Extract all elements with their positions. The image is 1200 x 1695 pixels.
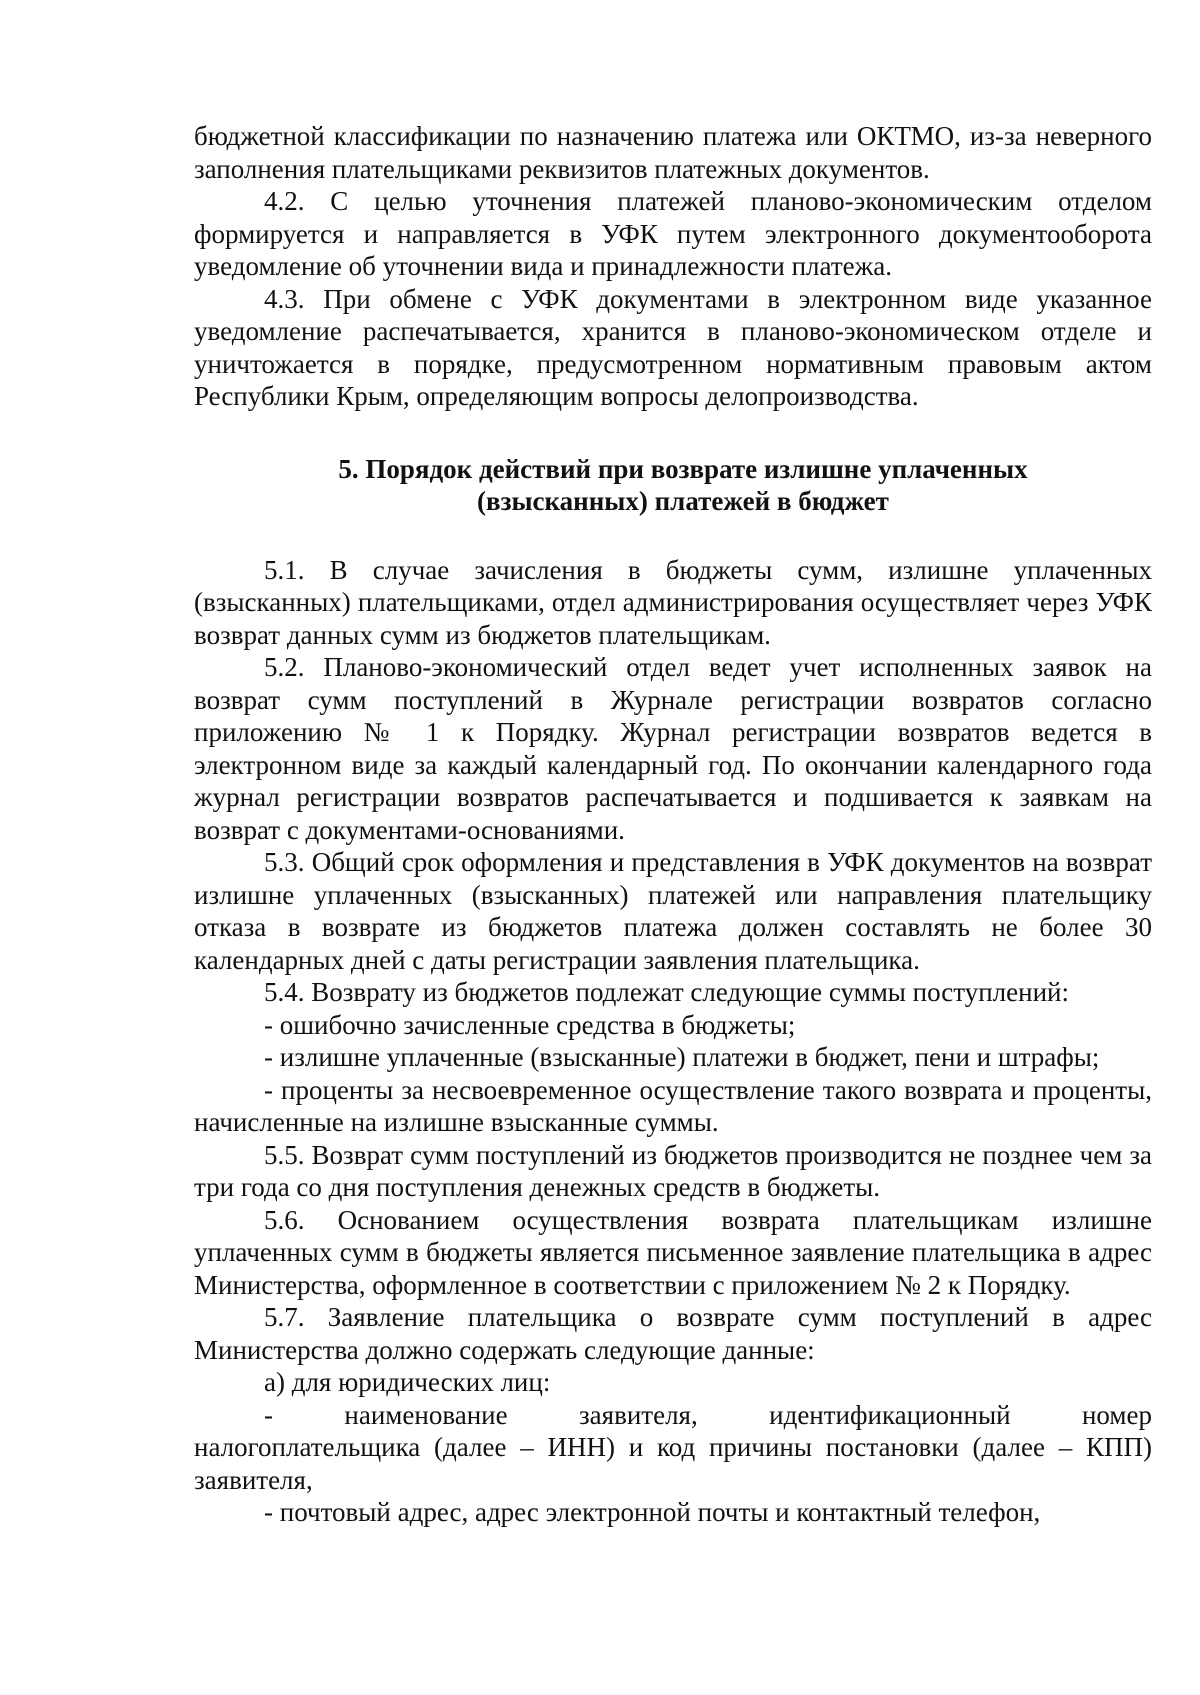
word: заявителя,: [579, 1399, 698, 1430]
paragraph: 4.3. При обмене с УФК документами в электронном виде указанное уведомление распечатывается, хранится в планово-экономическом отделе и уничтожается в порядке, предусмотренном нормативным правовым актом Республики Крым, определяющим вопросы делопроизводства.: [194, 283, 1152, 411]
list-item: - ошибочно зачисленные средства в бюджеты;: [264, 1009, 796, 1040]
word: номер: [1081, 1399, 1152, 1430]
paragraph: 5.3. Общий срок оформления и представления в УФК документов на возврат излишне уплаченных (взысканных) платежей или направления плательщику отказа в возврате из бюджетов платежа должен составлять не более 30 календарных дней с даты регистрации заявления плательщика.: [194, 847, 1152, 975]
paragraph: 4.2. С целью уточнения платежей планово-экономическим отделом формируется и направляется в УФК путем электронного документооборота уведомление об уточнении вида и принадлежности платежа.: [194, 186, 1152, 281]
paragraph: 5.2. Планово-экономический отдел ведет учет исполненных заявок на возврат сумм поступлений в Журнале регистрации возвратов согласно приложению № 1 к Порядку. Журнал регистрации возвратов ведется в электронном виде за каждый календарный год. По окончании календарного года журнал регистрации возвратов распечатывается и подшивается к заявкам на возврат с документами-основаниями.: [194, 652, 1152, 845]
paragraph: бюджетной классификации по назначению платежа или ОКТМО, из-за неверного заполнения плательщиками реквизитов платежных документов.: [194, 121, 1152, 184]
section-heading-line: 5. Порядок действий при возврате излишне уплаченных: [338, 453, 1028, 484]
word: -: [264, 1399, 273, 1430]
word: идентификационный: [769, 1399, 1011, 1430]
section-heading-line: (взысканных) платежей в бюджет: [477, 486, 889, 516]
document-body: [194, 120, 1152, 1529]
spaced-line: [194, 1399, 1152, 1432]
word: наименование: [344, 1399, 508, 1430]
list-item: - излишне уплаченные (взысканные) платежи в бюджет, пени и штрафы;: [264, 1042, 1100, 1072]
paragraph: налогоплательщика (далее – ИНН) и код причины постановки (далее – КПП) заявителя,: [194, 1432, 1152, 1495]
paragraph: 5.1. В случае зачисления в бюджеты сумм, излишне уплаченных (взысканных) плательщиками, отдел администрирования осуществляет через УФК возврат данных сумм из бюджетов плательщикам.: [194, 554, 1152, 650]
list-item: а) для юридических лиц:: [264, 1367, 551, 1397]
paragraph: 5.6. Основанием осуществления возврата плательщикам излишне уплаченных сумм в бюджеты является письменное заявление плательщика в адрес Министерства, оформленное в соответствии с приложением № 2 к Порядку.: [194, 1204, 1152, 1300]
paragraph: 5.7. Заявление плательщика о возврате сумм поступлений в адрес Министерства должно содержать следующие данные:: [194, 1302, 1152, 1365]
list-item: - почтовый адрес, адрес электронной почты и контактный телефон,: [264, 1497, 1041, 1527]
list-item: - проценты за несвоевременное осуществление такого возврата и проценты, начисленные на излишне взысканные суммы.: [194, 1074, 1152, 1137]
paragraph: 5.4. Возврату из бюджетов подлежат следующие суммы поступлений:: [264, 977, 1069, 1007]
paragraph: 5.5. Возврат сумм поступлений из бюджетов производится не позднее чем за три года со дня поступления денежных средств в бюджеты.: [194, 1139, 1152, 1202]
section-heading: [194, 453, 1152, 518]
